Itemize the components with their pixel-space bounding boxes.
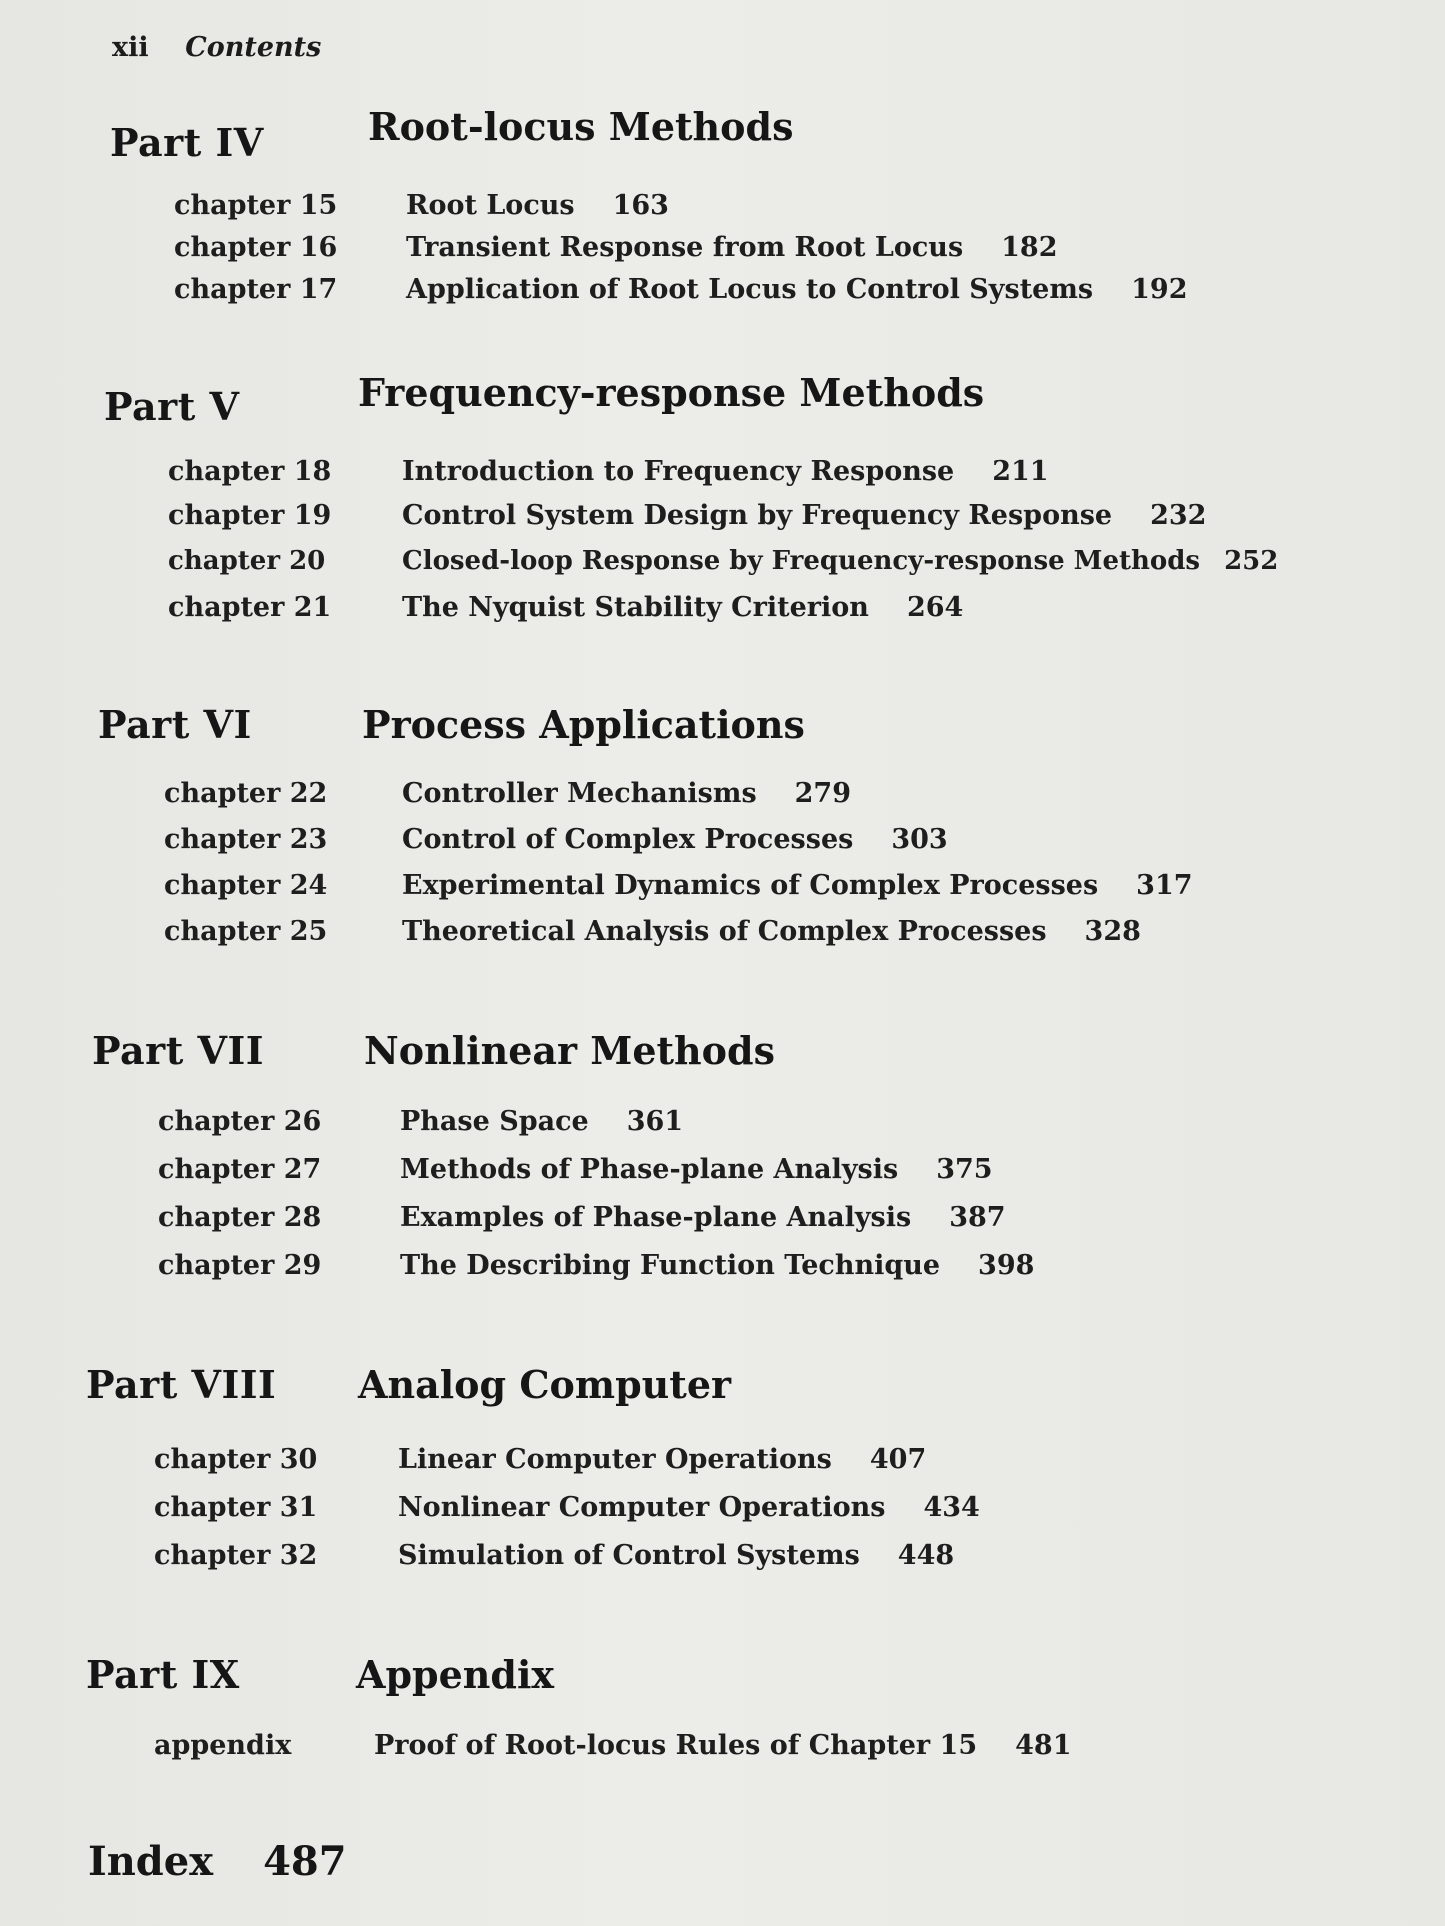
page-number: xii [112,32,149,63]
chapter-number: chapter 15 [174,190,338,221]
chapter-title: Methods of Phase-plane Analysis [400,1154,899,1185]
chapter-number: appendix [154,1730,292,1761]
page-ref: 192 [1131,274,1188,305]
page-ref: 481 [1015,1730,1072,1761]
page-header [112,32,321,63]
running-title: Contents [185,32,322,63]
part-label: Part VI [98,702,252,747]
chapter-title: Simulation of Control Systems [398,1540,860,1571]
part-label: Part V [104,384,240,429]
chapter-title: Phase Space [400,1106,589,1137]
page-ref: 211 [992,456,1049,487]
chapter-title: Root Locus [406,190,575,221]
index-label: Index [88,1838,214,1885]
page-ref: 252 [1224,546,1279,576]
page-ref: 448 [897,1540,955,1571]
chapter-number: chapter 20 [168,546,326,576]
part-label: Part VII [92,1028,265,1073]
page-ref: 163 [612,190,669,221]
chapter-title: Application of Root Locus to Control Systems [406,274,1094,305]
chapter-number: chapter 31 [154,1492,318,1523]
page-ref: 264 [906,592,964,623]
chapter-title: Controller Mechanisms [402,778,757,809]
part-title: Process Applications [362,702,805,747]
chapter-title: Experimental Dynamics of Complex Processes [402,870,1099,901]
chapter-title: Examples of Phase-plane Analysis [400,1202,912,1233]
index-entry [88,1838,347,1885]
chapter-number: chapter 26 [158,1106,322,1137]
part-label: Part IV [110,120,264,165]
page-ref: 182 [1001,232,1058,263]
chapter-number: chapter 27 [158,1154,322,1185]
chapter-title: Proof of Root-locus Rules of Chapter 15 [374,1730,978,1761]
chapter-number: chapter 17 [174,274,338,305]
part-title: Nonlinear Methods [364,1028,775,1073]
chapter-title: Theoretical Analysis of Complex Processes [402,916,1047,947]
chapter-number: chapter 22 [164,778,328,809]
chapter-number: chapter 21 [168,592,332,623]
page-ref: 375 [936,1154,993,1185]
chapter-title: Closed-loop Response by Frequency-response Methods [402,546,1201,576]
chapter-number: chapter 18 [168,456,332,487]
chapter-title: Introduction to Frequency Response [402,456,955,487]
page-ref: 279 [794,778,852,809]
chapter-number: chapter 32 [154,1540,318,1571]
chapter-title: Transient Response from Root Locus [406,232,964,263]
chapter-number: chapter 25 [164,916,328,947]
index-page: 487 [263,1838,347,1885]
chapter-title: The Nyquist Stability Criterion [402,592,869,623]
page-ref: 361 [626,1106,684,1137]
page-ref: 387 [949,1202,1006,1233]
chapter-number: chapter 19 [168,500,332,531]
page-ref: 434 [923,1492,980,1523]
chapter-title: Nonlinear Computer Operations [398,1492,886,1523]
chapter-number: chapter 28 [158,1202,322,1233]
part-title: Root-locus Methods [368,104,794,149]
part-label: Part VIII [86,1362,277,1407]
part-title: Appendix [356,1652,555,1697]
chapter-number: chapter 30 [154,1444,318,1475]
part-title: Frequency-response Methods [358,370,985,415]
chapter-number: chapter 24 [164,870,328,901]
page-ref: 317 [1136,870,1193,901]
chapter-number: chapter 23 [164,824,328,855]
page-ref: 328 [1084,916,1141,947]
part-label: Part IX [86,1652,240,1697]
part-title: Analog Computer [358,1362,732,1407]
chapter-title: The Describing Function Technique [400,1250,941,1281]
chapter-title: Linear Computer Operations [398,1444,832,1475]
page-ref: 232 [1150,500,1207,531]
page-ref: 303 [891,824,948,855]
chapter-title: Control of Complex Processes [402,824,854,855]
chapter-number: chapter 29 [158,1250,322,1281]
page-ref: 407 [869,1444,927,1475]
page-ref: 398 [978,1250,1035,1281]
chapter-title: Control System Design by Frequency Response [402,500,1113,531]
chapter-number: chapter 16 [174,232,338,263]
